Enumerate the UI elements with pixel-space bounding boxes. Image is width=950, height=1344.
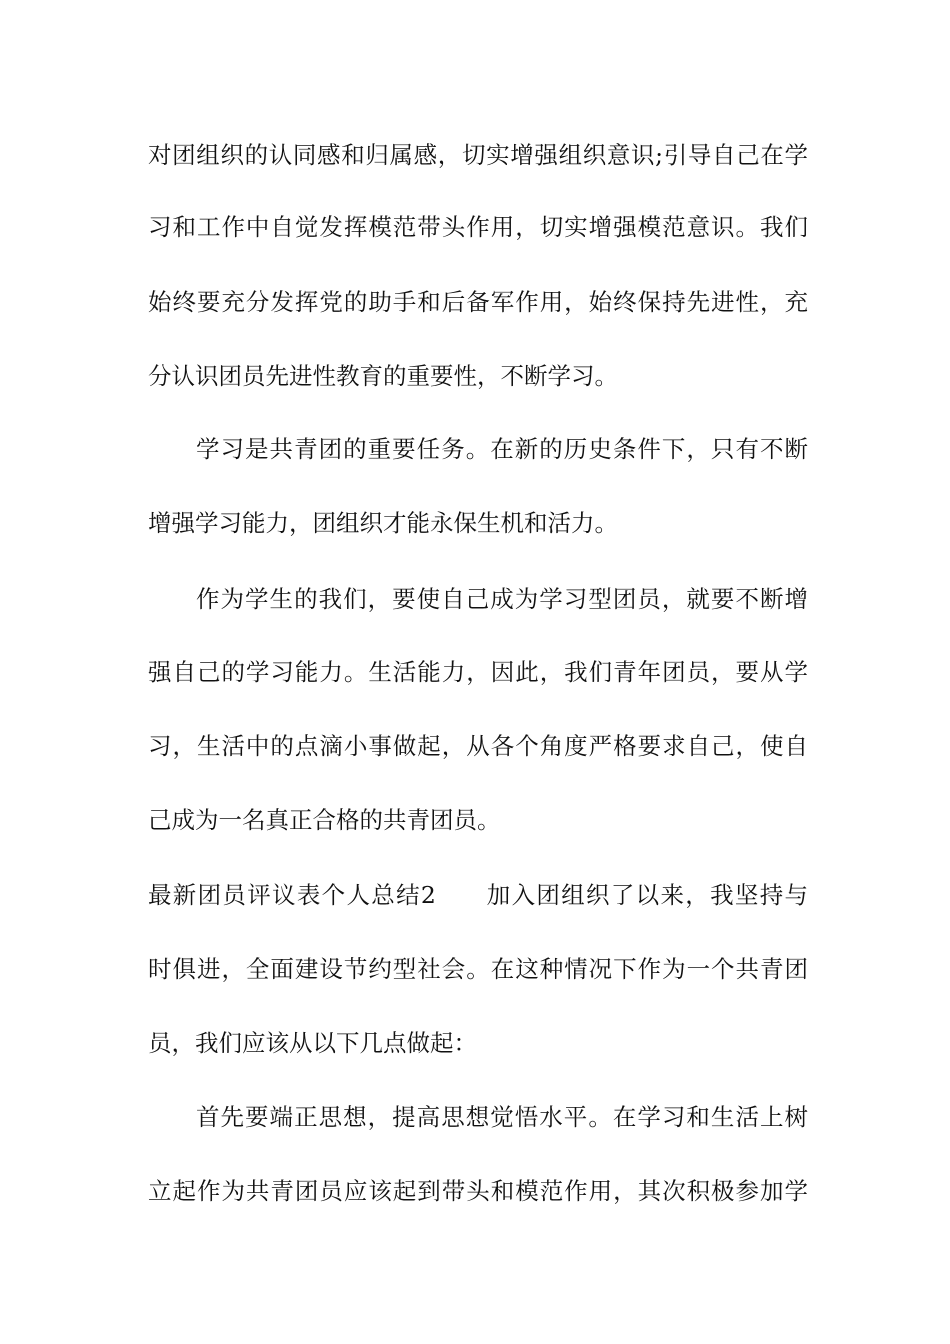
text-line-4: 分认识团员先进性教育的重要性，不断学习。 [148,362,618,390]
text-line-14: 首先要端正思想，提高思想觉悟水平。在学习和生活上树 [196,1103,808,1131]
text-line-9: 习，生活中的点滴小事做起，从各个角度严格要求自己，使自 [148,732,808,760]
section-heading-line: 最新团员评议表个人总结2 加入团组织了以来，我坚持与 [148,881,808,909]
text-line-3: 始终要充分发挥党的助手和后备军作用，始终保持先进性，充 [148,288,808,316]
text-line-1: 对团组织的认同感和归属感，切实增强组织意识;引导自己在学 [148,141,808,169]
text-line-13: 员，我们应该从以下几点做起： [148,1029,477,1057]
text-line-12: 时俱进，全面建设节约型社会。在这种情况下作为一个共青团 [148,955,808,983]
text-line-5: 学习是共青团的重要任务。在新的历史条件下，只有不断 [196,435,808,463]
text-line-2: 习和工作中自觉发挥模范带头作用，切实增强模范意识。我们 [148,213,808,241]
text-line-15: 立起作为共青团员应该起到带头和模范作用，其次积极参加学 [148,1177,808,1205]
text-line-10: 己成为一名真正合格的共青团员。 [148,806,501,834]
text-line-6: 增强学习能力，团组织才能永保生机和活力。 [148,509,618,537]
text-line-8: 强自己的学习能力。生活能力，因此，我们青年团员，要从学 [148,658,808,686]
text-line-7: 作为学生的我们，要使自己成为学习型团员，就要不断增 [196,585,808,613]
